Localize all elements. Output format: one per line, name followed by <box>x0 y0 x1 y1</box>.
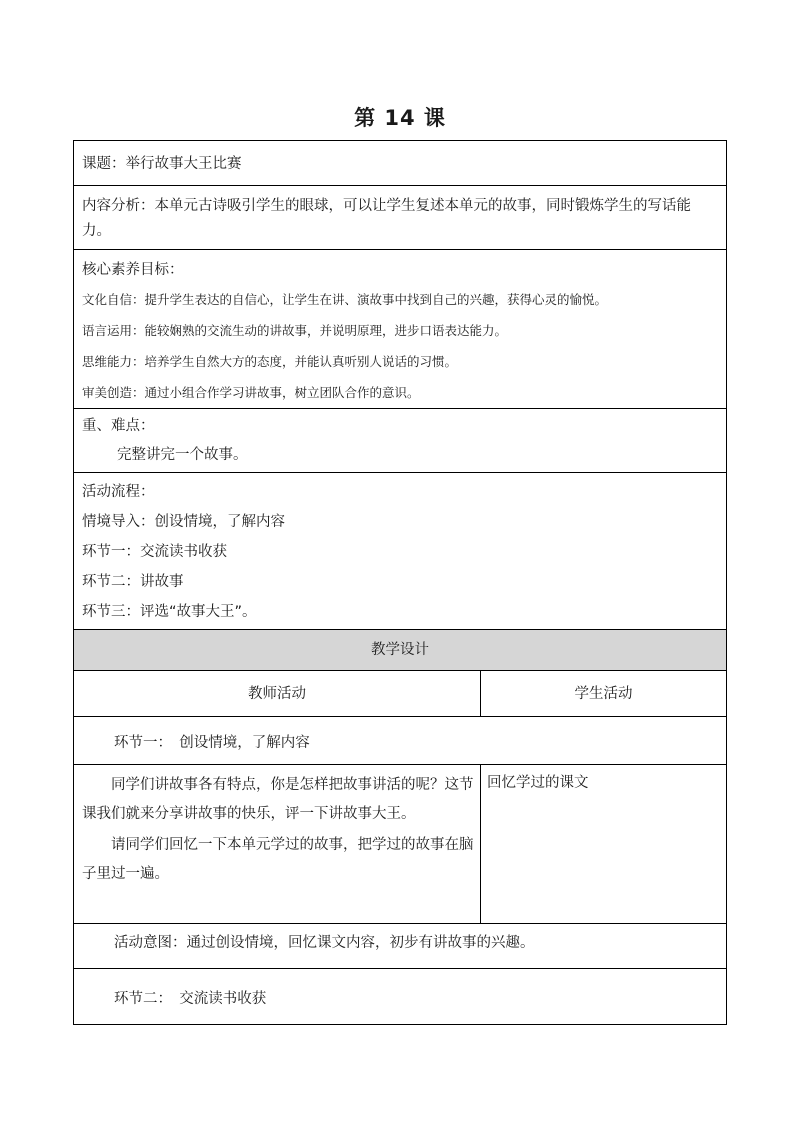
design-header-row <box>73 629 727 671</box>
section1-teacher-p2: 请同学们回忆一下本单元学过的故事，把学过的故事在脑子里过一遍。 <box>82 837 474 882</box>
activity-flow-intro: 情境导入：创设情境，了解内容 <box>82 514 285 530</box>
section1-intent: 活动意图：通过创设情境，回忆课文内容，初步有讲故事的兴趣。 <box>114 935 535 951</box>
activity-flow-step3: 环节三：评选“故事大王”。 <box>82 604 257 620</box>
topic-text: 课题：举行故事大王比赛 <box>82 156 242 172</box>
core-goal-aesthetic: 审美创造：通过小组合作学习讲故事，树立团队合作的意识。 <box>82 385 420 400</box>
core-goal-culture: 文化自信：提升学生表达的自信心，让学生在讲、演故事中找到自己的兴趣，获得心灵的愉悦。 <box>82 292 608 307</box>
core-goal-language: 语言运用：能较娴熟的交流生动的讲故事，并说明原理，进步口语表达能力。 <box>82 323 508 338</box>
activity-flow-row <box>73 472 727 630</box>
section1-heading: 环节一： 创设情境，了解内容 <box>114 735 310 751</box>
content-analysis-row <box>73 185 727 250</box>
section1-body-row <box>73 764 727 924</box>
column-header-row <box>73 670 727 717</box>
key-points-text: 完整讲完一个故事。 <box>117 447 248 463</box>
section2-heading-row <box>73 968 727 1025</box>
section1-teacher-p1: 同学们讲故事各有特点，你是怎样把故事讲活的呢？这节课我们就来分享讲故事的快乐，评一下讲故事大王。 <box>82 777 474 822</box>
activity-flow-step1: 环节一：交流读书收获 <box>82 544 227 560</box>
core-goal-thinking: 思维能力：培养学生自然大方的态度，并能认真听别人说话的习惯。 <box>82 354 458 369</box>
key-points-heading: 重、难点： <box>82 418 155 434</box>
section2-heading: 环节二： 交流读书收获 <box>114 991 267 1007</box>
design-header: 教学设计 <box>371 642 429 658</box>
section1-intent-row <box>73 923 727 969</box>
col-teacher-header: 教师活动 <box>248 686 306 702</box>
core-goals-heading: 核心素养目标： <box>82 262 184 278</box>
activity-flow-step2: 环节二：讲故事 <box>82 574 184 590</box>
key-points-row <box>73 408 727 473</box>
col-student-header: 学生活动 <box>574 686 633 702</box>
column-divider <box>480 765 481 923</box>
page-title: 第 14 课 <box>354 106 446 130</box>
section1-teacher-cell <box>82 771 474 889</box>
content-analysis-text: 内容分析：本单元古诗吸引学生的眼球，可以让学生复述本单元的故事，同时锻炼学生的写话能力。 <box>82 198 691 239</box>
topic-row <box>73 140 727 186</box>
section1-student-cell: 回忆学过的课文 <box>487 775 589 791</box>
activity-flow-heading: 活动流程： <box>82 484 155 500</box>
core-goals-row <box>73 249 727 409</box>
section1-heading-row <box>73 716 727 765</box>
